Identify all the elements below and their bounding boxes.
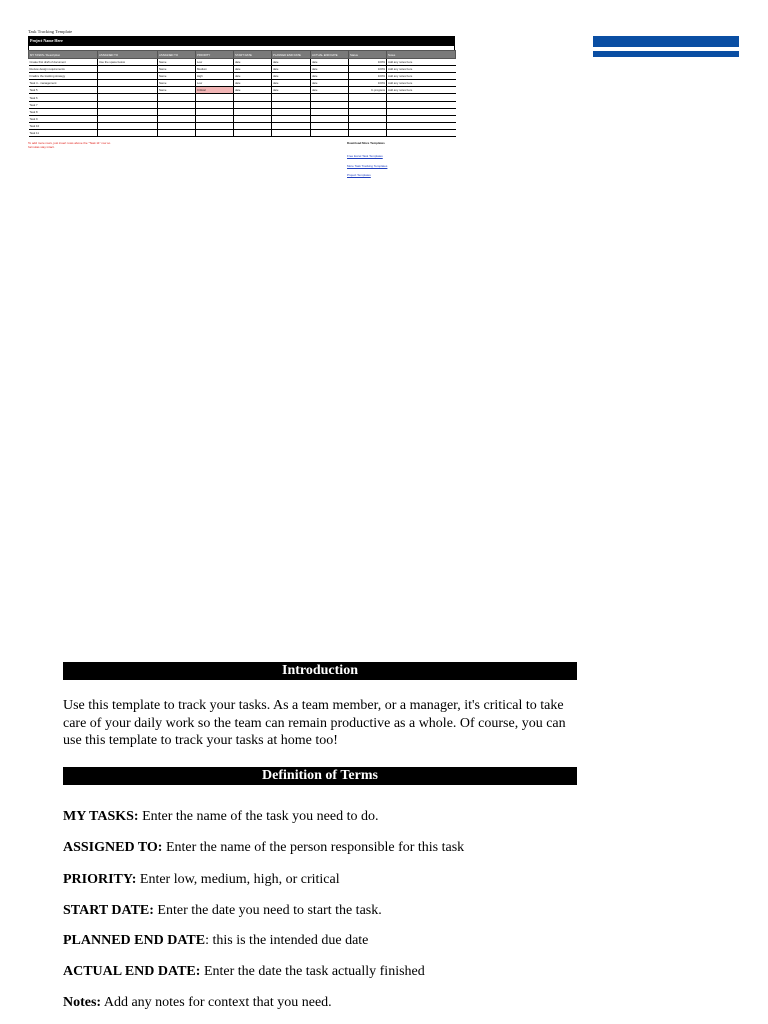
table-cell[interactable]: 100% bbox=[349, 66, 387, 73]
table-cell[interactable]: Task 9 bbox=[29, 115, 98, 122]
table-cell[interactable]: Add any notes here bbox=[387, 87, 456, 94]
table-cell[interactable] bbox=[349, 115, 387, 122]
table-cell[interactable]: date bbox=[311, 59, 349, 66]
sheet-title: Task Tracking Template bbox=[28, 29, 73, 34]
table-cell[interactable] bbox=[349, 122, 387, 129]
table-row bbox=[29, 59, 456, 66]
table-cell[interactable]: date bbox=[272, 73, 311, 80]
column-header: ASSIGNED TO bbox=[158, 51, 196, 59]
table-cell[interactable]: Task 5 bbox=[29, 87, 98, 94]
table-cell[interactable] bbox=[234, 115, 272, 122]
definition-text: Enter the name of the task you need to do. bbox=[138, 809, 379, 824]
table-cell[interactable] bbox=[272, 115, 311, 122]
table-row bbox=[29, 129, 456, 136]
table-cell[interactable]: Name bbox=[158, 73, 196, 80]
table-cell[interactable]: Task 4 - management bbox=[29, 80, 98, 87]
table-cell[interactable] bbox=[158, 94, 196, 101]
definition-item bbox=[63, 994, 663, 1012]
table-cell[interactable] bbox=[98, 101, 158, 108]
resources-panel bbox=[347, 141, 387, 183]
table-cell[interactable] bbox=[158, 108, 196, 115]
table-cell[interactable]: Add any notes here bbox=[387, 59, 456, 66]
table-cell[interactable] bbox=[311, 129, 349, 136]
definitions-heading: Definition of Terms bbox=[63, 767, 577, 785]
definition-text: Enter the date you need to start the task. bbox=[153, 903, 382, 918]
table-cell[interactable] bbox=[387, 101, 456, 108]
table-cell[interactable]: Name bbox=[158, 80, 196, 87]
definition-term: Notes: bbox=[63, 995, 102, 1010]
table-cell[interactable]: Name bbox=[158, 87, 196, 94]
definition-term: START DATE: bbox=[63, 903, 154, 918]
table-row bbox=[29, 80, 456, 87]
table-cell[interactable] bbox=[234, 94, 272, 101]
table-cell[interactable] bbox=[272, 108, 311, 115]
table-cell[interactable]: date bbox=[272, 87, 311, 94]
table-cell[interactable] bbox=[387, 115, 456, 122]
table-row bbox=[29, 115, 456, 122]
table-cell[interactable]: date bbox=[272, 59, 311, 66]
resource-link[interactable]: Project Templates bbox=[347, 173, 371, 177]
table-cell[interactable] bbox=[272, 101, 311, 108]
table-cell[interactable]: Low bbox=[196, 59, 234, 66]
column-header: Status bbox=[349, 51, 387, 59]
definition-term: PRIORITY: bbox=[63, 872, 137, 887]
table-cell[interactable] bbox=[311, 94, 349, 101]
table-cell[interactable]: date bbox=[311, 73, 349, 80]
table-row bbox=[29, 108, 456, 115]
table-cell[interactable]: date bbox=[272, 80, 311, 87]
table-row bbox=[29, 87, 456, 94]
table-cell[interactable] bbox=[196, 122, 234, 129]
table-cell[interactable] bbox=[98, 122, 158, 129]
table-cell[interactable]: Task 8 bbox=[29, 108, 98, 115]
table-cell[interactable] bbox=[349, 94, 387, 101]
table-cell[interactable]: Task 7 bbox=[29, 101, 98, 108]
table-cell[interactable] bbox=[196, 94, 234, 101]
table-cell[interactable] bbox=[158, 115, 196, 122]
introduction-text: Use this template to track your tasks. As a team member, or a manager, it's critical to take care of your daily work so the team can remain productive as a whole. Of course, you can use this template to track your tasks at home too! bbox=[63, 698, 566, 748]
table-cell[interactable] bbox=[98, 129, 158, 136]
table-cell[interactable] bbox=[349, 108, 387, 115]
table-cell[interactable] bbox=[387, 94, 456, 101]
definition-text: Enter the date the task actually finished bbox=[200, 964, 425, 979]
table-row bbox=[29, 66, 456, 73]
table-cell[interactable]: Use the space below bbox=[98, 59, 158, 66]
definition-item bbox=[63, 839, 663, 857]
table-cell[interactable] bbox=[234, 122, 272, 129]
table-cell[interactable] bbox=[234, 129, 272, 136]
table-cell[interactable] bbox=[196, 108, 234, 115]
table-cell[interactable]: Task 6 bbox=[29, 94, 98, 101]
column-header: START DATE bbox=[234, 51, 272, 59]
table-cell[interactable]: Add any notes here bbox=[387, 73, 456, 80]
introduction-heading: Introduction bbox=[63, 662, 577, 680]
table-cell[interactable] bbox=[196, 129, 234, 136]
table-cell[interactable] bbox=[272, 94, 311, 101]
table-cell[interactable] bbox=[234, 108, 272, 115]
table-cell[interactable]: date bbox=[311, 87, 349, 94]
table-cell[interactable]: Add any notes here bbox=[387, 66, 456, 73]
table-cell[interactable]: date bbox=[234, 59, 272, 66]
table-cell[interactable] bbox=[387, 122, 456, 129]
table-cell[interactable]: date bbox=[272, 66, 311, 73]
table-cell[interactable]: Critical bbox=[196, 87, 234, 94]
table-cell[interactable] bbox=[311, 101, 349, 108]
definition-term: PLANNED END DATE bbox=[63, 933, 206, 948]
table-cell[interactable] bbox=[158, 122, 196, 129]
definition-text: Enter low, medium, high, or critical bbox=[136, 872, 340, 887]
table-cell[interactable]: date bbox=[234, 80, 272, 87]
definition-item bbox=[63, 871, 663, 889]
table-cell[interactable]: Low bbox=[196, 80, 234, 87]
table-cell[interactable]: Create first draft of document bbox=[29, 59, 98, 66]
table-cell[interactable]: Finalize the tracking strategy bbox=[29, 73, 98, 80]
table-cell[interactable] bbox=[98, 87, 158, 94]
table-cell[interactable]: date bbox=[311, 66, 349, 73]
table-cell[interactable]: Review design requirements bbox=[29, 66, 98, 73]
table-cell[interactable] bbox=[196, 101, 234, 108]
table-cell[interactable]: 100% bbox=[349, 80, 387, 87]
table-cell[interactable] bbox=[98, 94, 158, 101]
table-cell[interactable] bbox=[272, 129, 311, 136]
table-row bbox=[29, 73, 456, 80]
definition-term: ASSIGNED TO: bbox=[63, 840, 163, 855]
resources-heading: Download More Templates bbox=[347, 141, 385, 145]
table-cell[interactable]: date bbox=[234, 73, 272, 80]
table-cell[interactable]: Task 11 bbox=[29, 129, 98, 136]
table-cell[interactable]: In progress bbox=[349, 87, 387, 94]
table-row bbox=[29, 122, 456, 129]
table-cell[interactable]: Add any notes here bbox=[387, 80, 456, 87]
table-cell[interactable] bbox=[98, 115, 158, 122]
insert-rows-note: To add more rows, just insert rows above the "Task 11" row so formulas stay intact. bbox=[28, 141, 111, 149]
table-row bbox=[29, 94, 456, 101]
column-header: PRIORITY bbox=[196, 51, 234, 59]
definition-term: ACTUAL END DATE: bbox=[63, 964, 201, 979]
table-cell[interactable] bbox=[311, 115, 349, 122]
table-cell[interactable]: date bbox=[234, 87, 272, 94]
definition-item bbox=[63, 808, 663, 826]
table-cell[interactable] bbox=[196, 115, 234, 122]
definition-text: : this is the intended due date bbox=[205, 933, 369, 948]
table-cell[interactable]: date bbox=[234, 66, 272, 73]
table-cell[interactable] bbox=[98, 66, 158, 73]
definition-text: Add any notes for context that you need. bbox=[101, 995, 332, 1010]
table-cell[interactable] bbox=[272, 122, 311, 129]
table-cell[interactable]: 100% bbox=[349, 59, 387, 66]
table-cell[interactable] bbox=[98, 80, 158, 87]
column-header: ASSIGNED TO bbox=[98, 51, 158, 59]
task-table bbox=[28, 50, 456, 137]
accent-stripe bbox=[593, 36, 739, 47]
column-header: PLANNED END DATE bbox=[272, 51, 311, 59]
accent-stripe bbox=[593, 51, 739, 57]
table-cell[interactable] bbox=[349, 101, 387, 108]
resource-link[interactable]: More Task Tracking Templates bbox=[347, 163, 388, 168]
definition-item bbox=[63, 902, 663, 920]
table-cell[interactable]: Name bbox=[158, 66, 196, 73]
table-cell[interactable] bbox=[349, 129, 387, 136]
table-cell[interactable] bbox=[234, 101, 272, 108]
definition-item bbox=[63, 932, 663, 950]
table-cell[interactable] bbox=[311, 122, 349, 129]
table-cell[interactable]: Name bbox=[158, 59, 196, 66]
column-header: ACTUAL END DATE bbox=[311, 51, 349, 59]
table-cell[interactable]: 100% bbox=[349, 73, 387, 80]
resource-link[interactable]: Free Excel Task Templates bbox=[347, 154, 383, 158]
table-cell[interactable]: Medium bbox=[196, 66, 234, 73]
definition-text: Enter the name of the person responsible for this task bbox=[162, 840, 465, 855]
table-cell[interactable] bbox=[311, 108, 349, 115]
definition-term: MY TASKS: bbox=[63, 809, 139, 824]
definition-item bbox=[63, 963, 663, 981]
table-cell[interactable]: High bbox=[196, 73, 234, 80]
table-cell[interactable]: date bbox=[311, 80, 349, 87]
project-name-bar: Project Name Here bbox=[28, 36, 455, 46]
table-cell[interactable] bbox=[158, 101, 196, 108]
table-cell[interactable] bbox=[98, 108, 158, 115]
table-cell[interactable] bbox=[158, 129, 196, 136]
table-cell[interactable] bbox=[387, 108, 456, 115]
table-row bbox=[29, 101, 456, 108]
table-cell[interactable] bbox=[387, 129, 456, 136]
column-header: Notes bbox=[387, 51, 456, 59]
column-header: MY TASKS / Description bbox=[29, 51, 98, 59]
table-cell[interactable] bbox=[98, 73, 158, 80]
table-cell[interactable]: Task 10 bbox=[29, 122, 98, 129]
table-header-row bbox=[29, 51, 456, 59]
